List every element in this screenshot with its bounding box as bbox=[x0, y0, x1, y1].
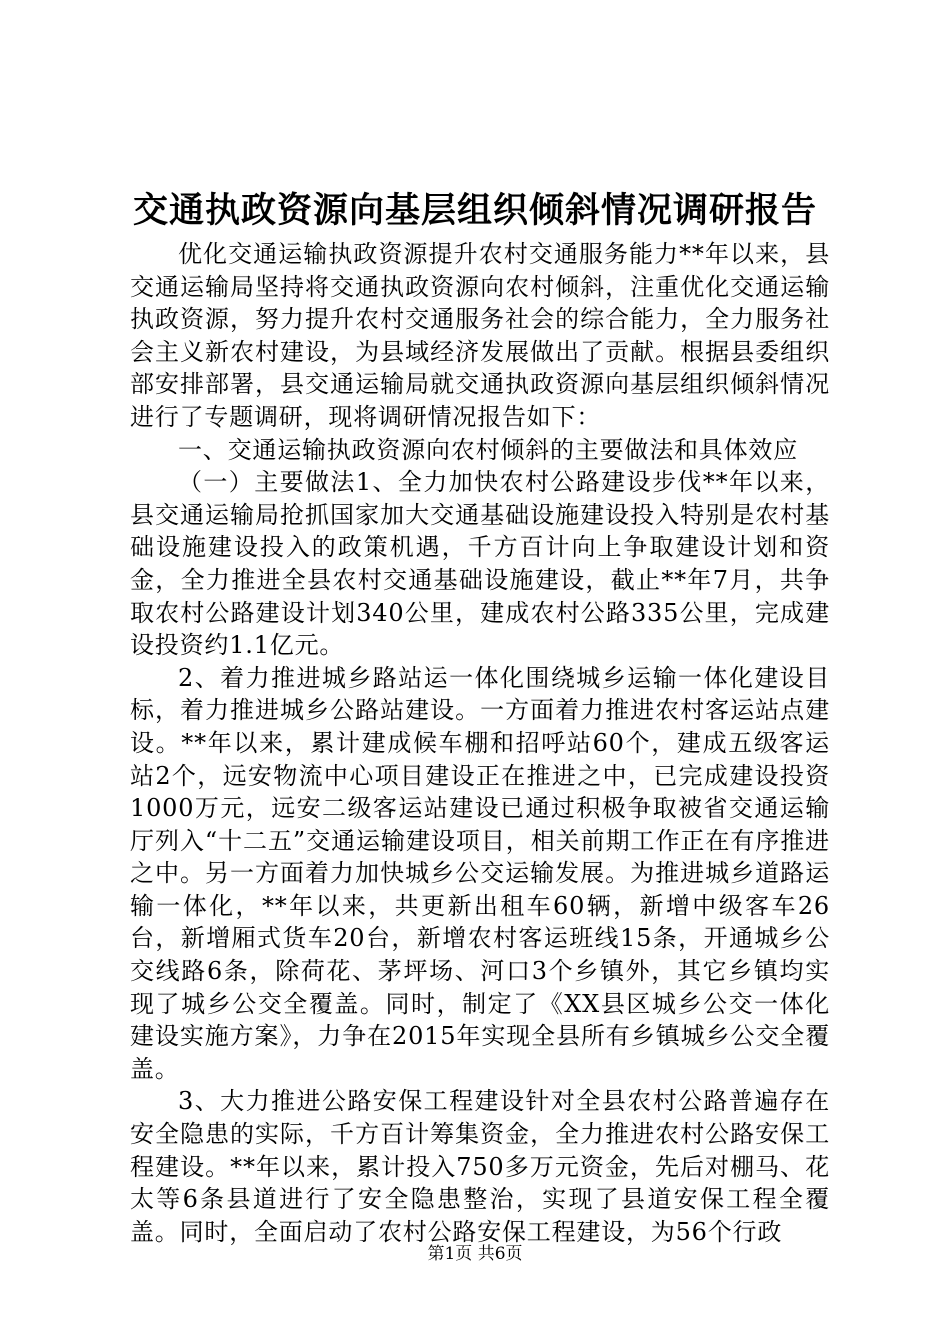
paragraph-road-safety: 3、大力推进公路安保工程建设针对全县农村公路普遍存在安全隐患的实际，千方百计筹集资金，全力推进农村公路安保工程建设。**年以来，累计投入750多万元资金，先后对棚马、花太等6条县道进行了安全隐患整治，实现了县道安保工程全覆盖。同时，全面启动了农村公路安保工程建设，为56个行政 bbox=[130, 1087, 830, 1246]
paragraph-intro: 优化交通运输执政资源提升农村交通服务能力**年以来，县交通运输局坚持将交通执政资源向农村倾斜，注重优化交通运输执政资源，努力提升农村交通服务社会的综合能力，全力服务社会主义新农村建设，为县域经济发展做出了贡献。根据县委组织部安排部署，县交通运输局就交通执政资源向基层组织倾斜情况进行了专题调研，现将调研情况报告如下： bbox=[130, 240, 830, 431]
paragraph-urban-rural-integration: 2、着力推进城乡路站运一体化围绕城乡运输一体化建设目标，着力推进城乡公路站建设。一方面着力推进农村客运站点建设。**年以来，累计建成候车棚和招呼站60个，建成五级客运站2个，远安物流中心项目建设正在推进之中，已完成建设投资1000万元，远安二级客运站建设已通过积极争取被省交通运输厅列入“十二五”交通运输建设项目，相关前期工作正在有序推进之中。另一方面着力加快城乡公交运输发展。为推进城乡道路运输一体化，**年以来，共更新出租车60辆，新增中级客车26台，新增厢式货车20台，新增农村客运班线15条，开通城乡公交线路6条，除荷花、茅坪场、河口3个乡镇外，其它乡镇均实现了城乡公交全覆盖。同时，制定了《XX县区城乡公交一体化建设实施方案》，力争在2015年实现全县所有乡镇城乡公交全覆盖。 bbox=[130, 663, 830, 1083]
paragraph-rural-road: （一）主要做法1、全力加快农村公路建设步伐**年以来，县交通运输局抢抓国家加大交通基础设施建设投入特别是农村基础设施建设投入的政策机遇，千方百计向上争取建设计划和资金，全力推进全县农村交通基础设施建设，截止**年7月，共争取农村公路建设计划340公里，建成农村公路335公里，完成建设投资约1.1亿元。 bbox=[130, 468, 830, 660]
document-body bbox=[130, 238, 830, 1248]
section-heading-1: 一、交通运输执政资源向农村倾斜的主要做法和具体效应 bbox=[178, 435, 798, 464]
document-title: 交通执政资源向基层组织倾斜情况调研报告 bbox=[132, 190, 817, 231]
page-number-footer: 第1页 共6页 bbox=[427, 1244, 523, 1264]
